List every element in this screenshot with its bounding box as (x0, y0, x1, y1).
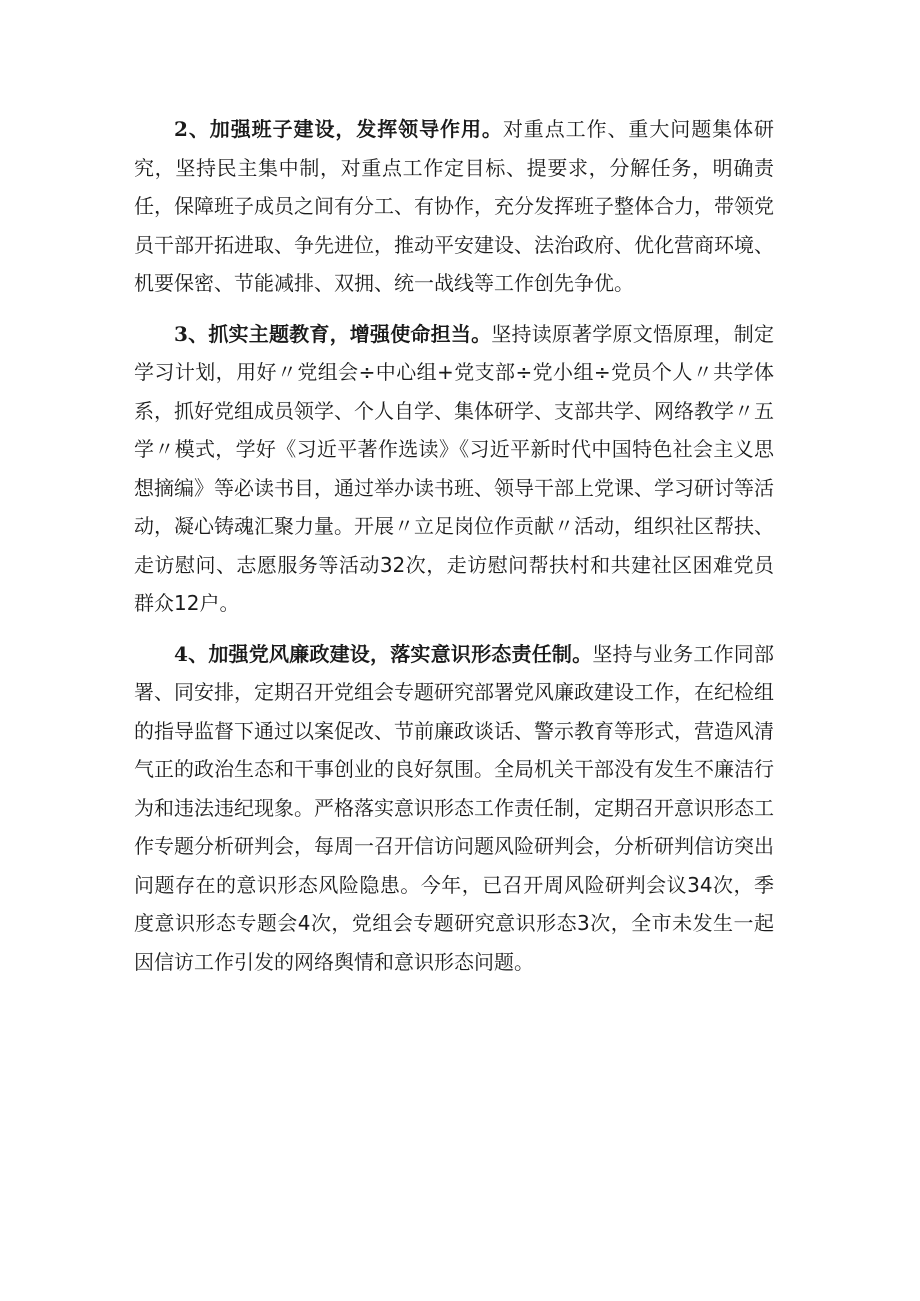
paragraph-number: 3 (174, 321, 188, 346)
paragraph-heading: 、加强班子建设，发挥领导作用。 (187, 117, 503, 141)
paragraph-heading: 、加强党风廉政建设，落实意识形态责任制。 (187, 641, 593, 666)
paragraph-item-3 (134, 315, 774, 623)
paragraph-item-4 (134, 635, 774, 982)
paragraph-text: 对重点工作、重大问题集体研究，坚持民主集中制，对重点工作定目标、提要求，分解任务，明确责任，保障班子成员之间有分工、有协作，充分发挥班子整体合力，带领党员干部开拓进取、争先进位，推动平安建设、法治政府、优化营商环境、机要保密、节能减排、双拥、统一战线等工作创先争优。 (134, 117, 775, 295)
paragraph-text: 坚持读原著学原文悟原理，制定学习计划，用好〃党组会÷中心组+党支部÷党小组÷党员个人〃共学体系，抓好党组成员领学、个人自学、集体研学、支部共学、网络教学〃五学〃模式，学好《习近平著作选读》《习近平新时代中国特色社会主义思想摘编》等必读书目，通过举办读书班、领导干部上党课、学习研讨等活动，凝心铸魂汇聚力量。开展〃立足岗位作贡献〃活动，组织社区帮扶、走访慰问、志愿服务等活动32次，走访慰问帮扶村和共建社区困难党员群众12户。 (134, 321, 775, 615)
paragraph-number: 4 (174, 641, 188, 666)
paragraph-item-2 (134, 110, 774, 303)
paragraph-number: 2 (174, 117, 188, 141)
paragraph-text: 坚持与业务工作同部署、同安排，定期召开党组会专题研究部署党风廉政建设工作，在纪检组的指导监督下通过以案促改、节前廉政谈话、警示教育等形式，营造风清气正的政治生态和干事创业的良好氛围。全局机关干部没有发生不廉洁行为和违法违纪现象。严格落实意识形态工作责任制，定期召开意识形态工作专题分析研判会，每周一召开信访问题风险研判会，分析研判信访突出问题存在的意识形态风险隐患。今年，已召开周风险研判会议34次，季度意识形态专题会4次，党组会专题研究意识形态3次，全市未发生一起因信访工作引发的网络舆情和意识形态问题。 (134, 641, 775, 974)
document-body (134, 110, 774, 993)
paragraph-heading: 、抓实主题教育，增强使命担当。 (187, 321, 492, 346)
